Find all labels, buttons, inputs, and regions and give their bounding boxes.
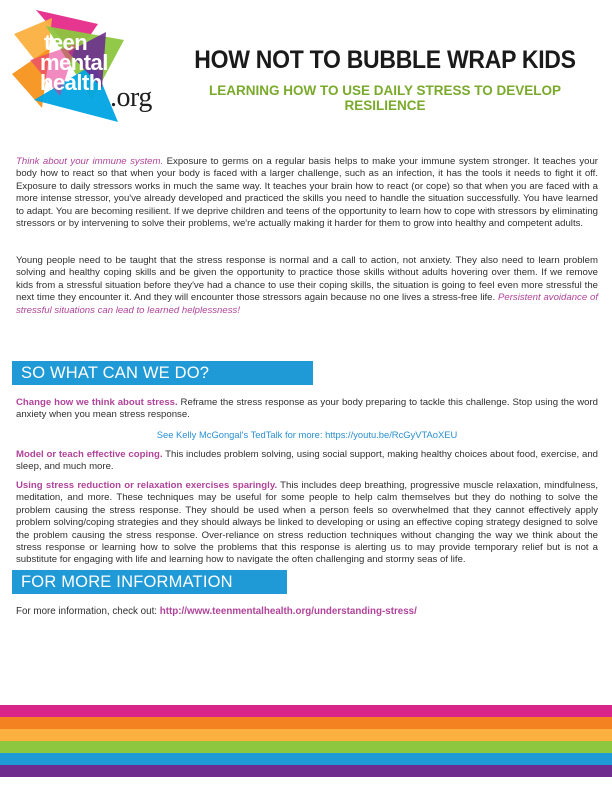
teenmentalhealth-logo bbox=[6, 4, 166, 126]
color-stripe bbox=[0, 729, 612, 741]
color-stripe bbox=[0, 705, 612, 717]
more-info-lead: For more information, check out: bbox=[16, 606, 160, 617]
tedtalk-link[interactable]: See Kelly McGongal's TedTalk for more: https://youtu.be/RcGyVTAoXEU bbox=[156, 429, 458, 440]
intro-paragraph-1-body: Exposure to germs on a regular basis helps to make your immune system stronger. It teaches your body how to react so that when your body is faced with a larger challenge, such as an infection, it has the tools it needs to fight it off. Exposure to daily stressors works in much the same way. It teaches your brain how to react (or cope) so that when you are faced with a more intense stressor, you've already developed and practiced the skills you need to handle the situation successfully. You have learned to adapt. You are becoming resilient. If we deprive children and teens of the opportunity to learn how to cope with stressors by eliminating stressors or by intervening to solve their problems, we're actually making it harder for them to grow into healthy and competent adults. bbox=[16, 156, 598, 230]
logo-word-health: health bbox=[40, 70, 102, 95]
section-heading-more-information: FOR MORE INFORMATION bbox=[12, 570, 287, 594]
color-stripe bbox=[0, 765, 612, 777]
learned-helplessness-note: Persistent avoidance of stressful situations can lead to learned helplessness! bbox=[16, 292, 598, 316]
logo-word-org: .org bbox=[110, 82, 152, 113]
tip-model-coping-lead: Model or teach effective coping. bbox=[16, 449, 163, 460]
tip-model-coping-body: This includes problem solving, using social support, making healthy choices about food, exercise, and sleep, and much more. bbox=[16, 449, 598, 473]
tip-change-thinking bbox=[16, 397, 598, 422]
more-info-line bbox=[16, 606, 417, 617]
color-stripe bbox=[0, 753, 612, 765]
page-subtitle: LEARNING HOW TO USE DAILY STRESS TO DEVELOP RESILIENCE bbox=[208, 83, 562, 113]
page-title: HOW NOT TO BUBBLE WRAP KIDS bbox=[194, 46, 576, 74]
logo-word-teen: teen bbox=[44, 30, 88, 55]
tip-change-thinking-body: Reframe the stress response as your body preparing to tackle this challenge. Stop using the word anxiety when you mean stress response. bbox=[16, 397, 598, 421]
tip-relaxation-sparingly bbox=[16, 480, 598, 567]
intro-paragraph-2 bbox=[16, 255, 598, 317]
color-stripe bbox=[0, 741, 612, 753]
section-heading-what-can-we-do: SO WHAT CAN WE DO? bbox=[12, 361, 313, 385]
tip-relaxation-lead: Using stress reduction or relaxation exercises sparingly. bbox=[16, 480, 278, 491]
tip-model-coping bbox=[16, 449, 598, 474]
immune-system-lead: Think about your immune system. bbox=[16, 156, 164, 167]
understanding-stress-link[interactable]: http://www.teenmentalhealth.org/understanding-stress/ bbox=[159, 606, 417, 617]
intro-paragraph-2-body: Young people need to be taught that the stress response is normal and a call to action, not anxiety. They also need to learn problem solving and healthy coping skills and be given the opportunity to practice those skills without adults hovering over them. If we remove kids from a stressful situation before they've had a chance to use their coping skills, the situation is going to feel even more stressful the next time they encounter it. And they will encounter those stressors again because no one lives a stress-free life. bbox=[16, 255, 598, 304]
intro-paragraph-1 bbox=[16, 156, 598, 230]
logo-word-mental: mental bbox=[40, 50, 108, 75]
tip-relaxation-body: This includes deep breathing, progressive muscle relaxation, mindfulness, meditation, and more. These techniques may be useful for some people to help calm themselves but they do nothing to solve the problem causing the stress response. They should be used when a person feels so overwhelmed that they cannot effectively apply problem solving/coping strategies and they should always be linked to developing or using an effective coping strategy designed to solve the problem causing the stress response. Over-reliance on stress reduction techniques without changing the way we think about the stress response or learning how to solve the problems that this response is alerting us to may provide temporary relief but is not a substitute for engaging with life and learning how to navigate the often challenging and stormy seas of life. bbox=[16, 480, 598, 566]
color-stripe bbox=[0, 717, 612, 729]
tip-change-thinking-lead: Change how we think about stress. bbox=[16, 397, 178, 408]
